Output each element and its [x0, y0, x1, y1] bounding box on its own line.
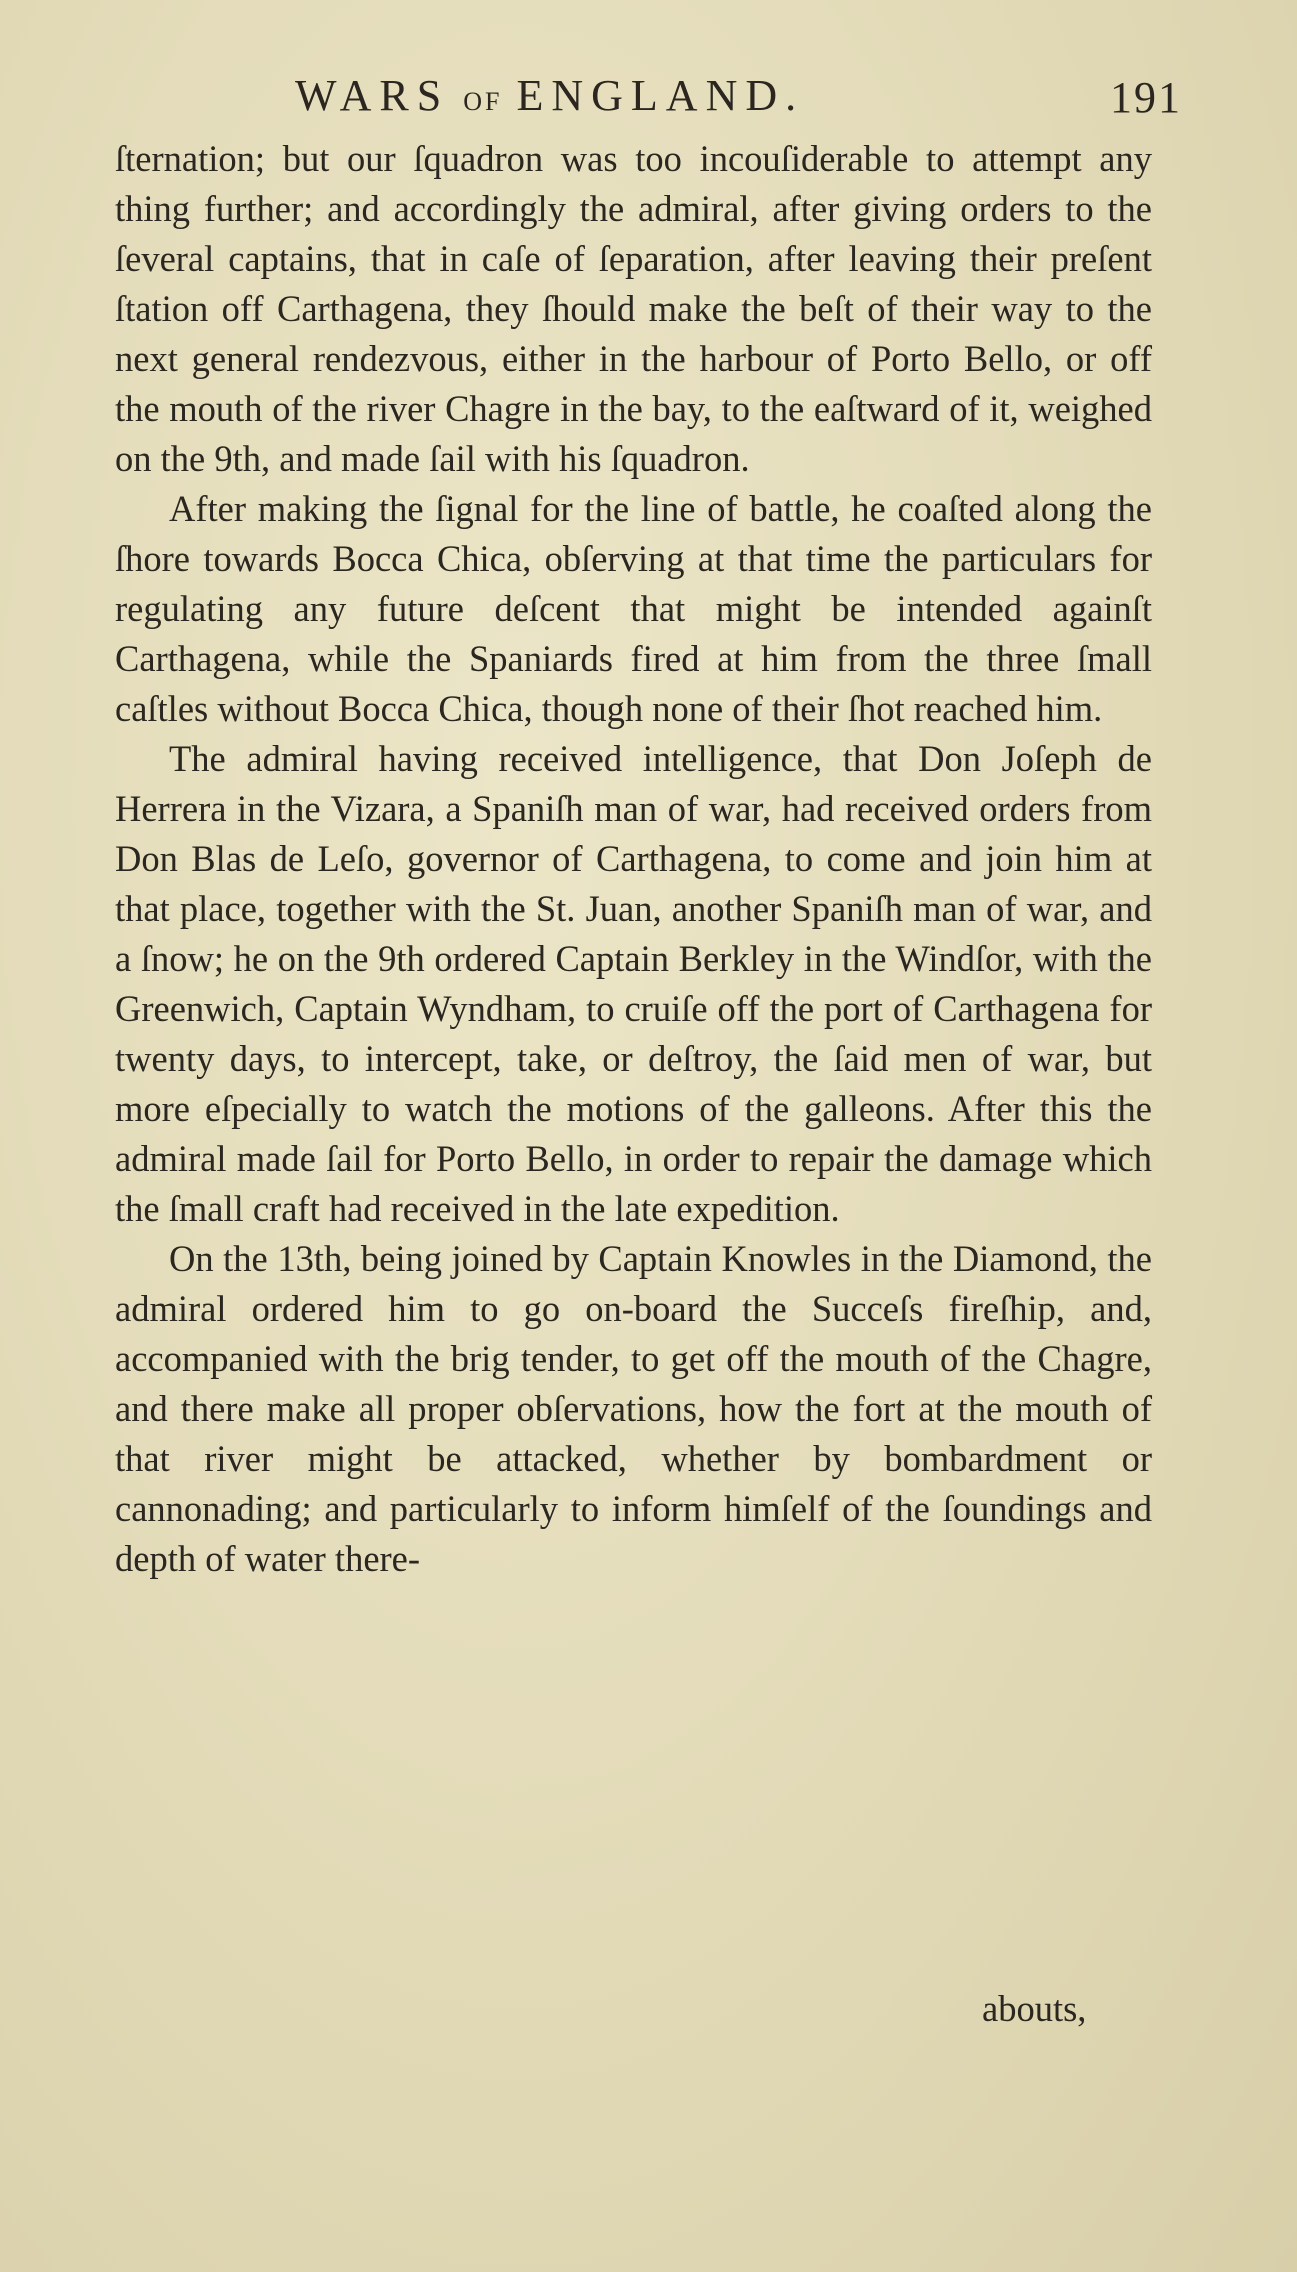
running-head: [295, 70, 804, 121]
running-head-word-1: WARS: [295, 71, 450, 120]
paragraph-1: ſternation; but our ſquadron was too incouſiderable to attempt any thing further; and accordingly the admiral, after giving orders to the ſeveral captains, that in caſe of ſeparation, after leaving their preſent ſtation off Carthagena, they ſhould make the beſt of their way to the next general rendezvous, either in the harbour of Porto Bello, or off the mouth of the river Chagre in the bay, to the eaſtward of it, weighed on the 9th, and made ſail with his ſquadron.: [115, 138, 1152, 479]
running-head-word-3: ENGLAND.: [516, 71, 805, 120]
catchword: abouts,: [982, 1988, 1087, 2029]
paragraph-2: After making the ſignal for the line of battle, he coaſted along the ſhore towards Bocca Chica, obſerving at that time the particulars for regulating any future deſcent that might be intended againſt Carthagena, while the Spaniards fired at him from the three ſmall caſtles without Bocca Chica, though none of their ſhot reached him.: [115, 488, 1152, 729]
paragraph-3: The admiral having received intelligence, that Don Joſeph de Herrera in the Vizara, a Spaniſh man of war, had received orders from Don Blas de Leſo, governor of Carthagena, to come and join him at that place, together with the St. Juan, another Spaniſh man of war, and a ſnow; he on the 9th ordered Captain Berkley in the Windſor, with the Greenwich, Captain Wyndham, to cruiſe off the port of Carthagena for twenty days, to intercept, take, or deſtroy, the ſaid men of war, but more eſpecially to watch the motions of the galleons. After this the admiral made ſail for Porto Bello, in order to repair the damage which the ſmall craft had received in the late expedition.: [115, 738, 1152, 1229]
running-head-word-2: OF: [463, 87, 503, 116]
paragraph-4: On the 13th, being joined by Captain Knowles in the Diamond, the admiral ordered him to go on-board the Succeſs fireſhip, and, accompanied with the brig tender, to get off the mouth of the Chagre, and there make all proper obſervations, how the fort at the mouth of that river might be attacked, whether by bombardment or cannonading; and particularly to inform himſelf of the ſoundings and depth of water there-: [115, 1238, 1152, 1579]
page-number: 191: [1110, 73, 1182, 122]
page-header: [0, 70, 1297, 130]
body-text: [115, 134, 1152, 1584]
